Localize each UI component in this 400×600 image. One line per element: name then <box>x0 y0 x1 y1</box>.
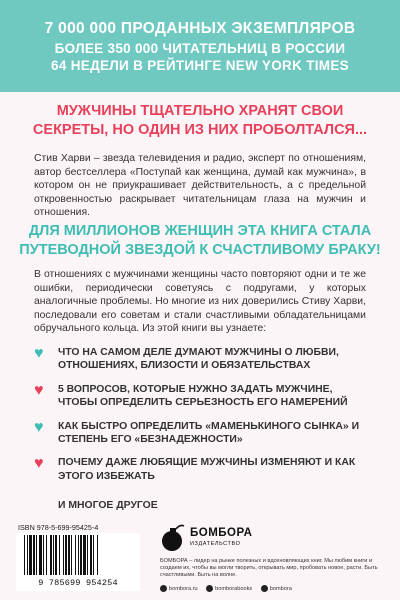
author-paragraph: Стив Харви – звезда телевидения и радио, эксперт по отношениям, автор бестселлера «Поступай как женщина, думай как мужчина», в котором он не приукрашивает действительность, а с предельной откровенностью раскрывает читательницам глаза на мужчин и отношения. <box>34 153 366 219</box>
bomb-icon <box>160 523 186 553</box>
heart-icon: ♥ <box>34 381 44 399</box>
list-item-text: ПОЧЕМУ ДАЖЕ ЛЮБЯЩИЕ МУЖЧИНЫ ИЗМЕНЯЮТ И КАК ЭТОГО ИЗБЕЖАТЬ <box>58 457 356 482</box>
barcode-bars <box>22 535 134 577</box>
stats-line-sold: 7 000 000 ПРОДАННЫХ ЭКЗЕМПЛЯРОВ <box>44 20 356 37</box>
instagram-icon <box>261 585 268 592</box>
publisher-description: БОМБОРА – лидер на рынке полезных и вдохновляющих книг. Мы любим книги и создаем их, чтобы вы могли творить, открывать мир, пробовать новое, расти. Быть счастливыми. Быть на волне. <box>160 558 378 579</box>
list-item <box>34 456 366 483</box>
social-vk[interactable]: bomborabooks <box>206 585 252 592</box>
stats-line-readers: БОЛЕЕ 350 000 ЧИТАТЕЛЬНИЦ В РОССИИ <box>54 41 346 56</box>
vk-icon <box>206 585 213 592</box>
social-website[interactable]: bombora.ru <box>160 585 198 592</box>
list-item <box>34 346 366 373</box>
list-item-text: КАК БЫСТРО ОПРЕДЕЛИТЬ «МАМЕНЬКИНОГО СЫНКА» И СТЕПЕНЬ ЕГО «БЕЗНАДЕЖНОСТИ» <box>58 420 360 446</box>
headline-millions: ДЛЯ МИЛЛИОНОВ ЖЕНЩИН ЭТА КНИГА СТАЛА ПУТЕВОДНОЙ ЗВЕЗДОЙ К СЧАСТЛИВОМУ БРАКУ! <box>19 223 381 258</box>
publisher-logo <box>160 522 252 554</box>
and-more-label: И МНОГОЕ ДРУГОЕ <box>58 500 158 511</box>
list-item-text: ЧТО НА САМОМ ДЕЛЕ ДУМАЮТ МУЖЧИНЫ О ЛЮБВИ, ОТНОШЕНИЯХ, БЛИЗОСТИ И ОБЯЗАТЕЛЬСТВАХ <box>58 347 339 372</box>
isbn-label: ISBN 978-5-699-95425-4 <box>18 523 99 532</box>
list-item-text: 5 ВОПРОСОВ, КОТОРЫЕ НУЖНО ЗАДАТЬ МУЖЧИНЕ, ЧТОБЫ ОПРЕДЕЛИТЬ СЕРЬЕЗНОСТЬ ЕГО НАМЕРЕНИЙ <box>58 383 348 409</box>
heart-icon: ♥ <box>34 345 44 362</box>
barcode <box>16 533 140 591</box>
publisher-socials <box>160 585 388 592</box>
publisher-name: БОМБОРА <box>190 527 253 539</box>
heart-icon: ♥ <box>34 418 44 436</box>
stats-line-nyt: 64 НЕДЕЛИ В РЕЙТИНГЕ NEW YORK TIMES <box>51 58 349 73</box>
publisher-subtitle: ИЗДАТЕЛЬСТВО <box>190 541 241 547</box>
globe-icon <box>160 585 167 592</box>
list-item <box>34 420 366 447</box>
benefits-list <box>34 346 366 493</box>
intro-paragraph: В отношениях с мужчинами женщины часто повторяют одни и те же ошибки, периодически советуясь с подругами, у которых аналогичные проблемы. Но многие из них доверились Стиву Харви, последовали его советам и стали счастливыми обладательницами обручального кольца. Из этой книги вы узнаете: <box>34 269 366 335</box>
barcode-digits: 9 785699 954254 <box>38 578 118 588</box>
headline-secrets: МУЖЧИНЫ ТЩАТЕЛЬНО ХРАНЯТ СВОИ СЕКРЕТЫ, НО ОДИН ИЗ НИХ ПРОБОЛТАЛСЯ... <box>32 103 368 138</box>
social-instagram[interactable]: bombora <box>261 585 292 592</box>
stats-banner <box>0 0 400 92</box>
list-item <box>34 383 366 410</box>
heart-icon: ♥ <box>34 455 44 473</box>
